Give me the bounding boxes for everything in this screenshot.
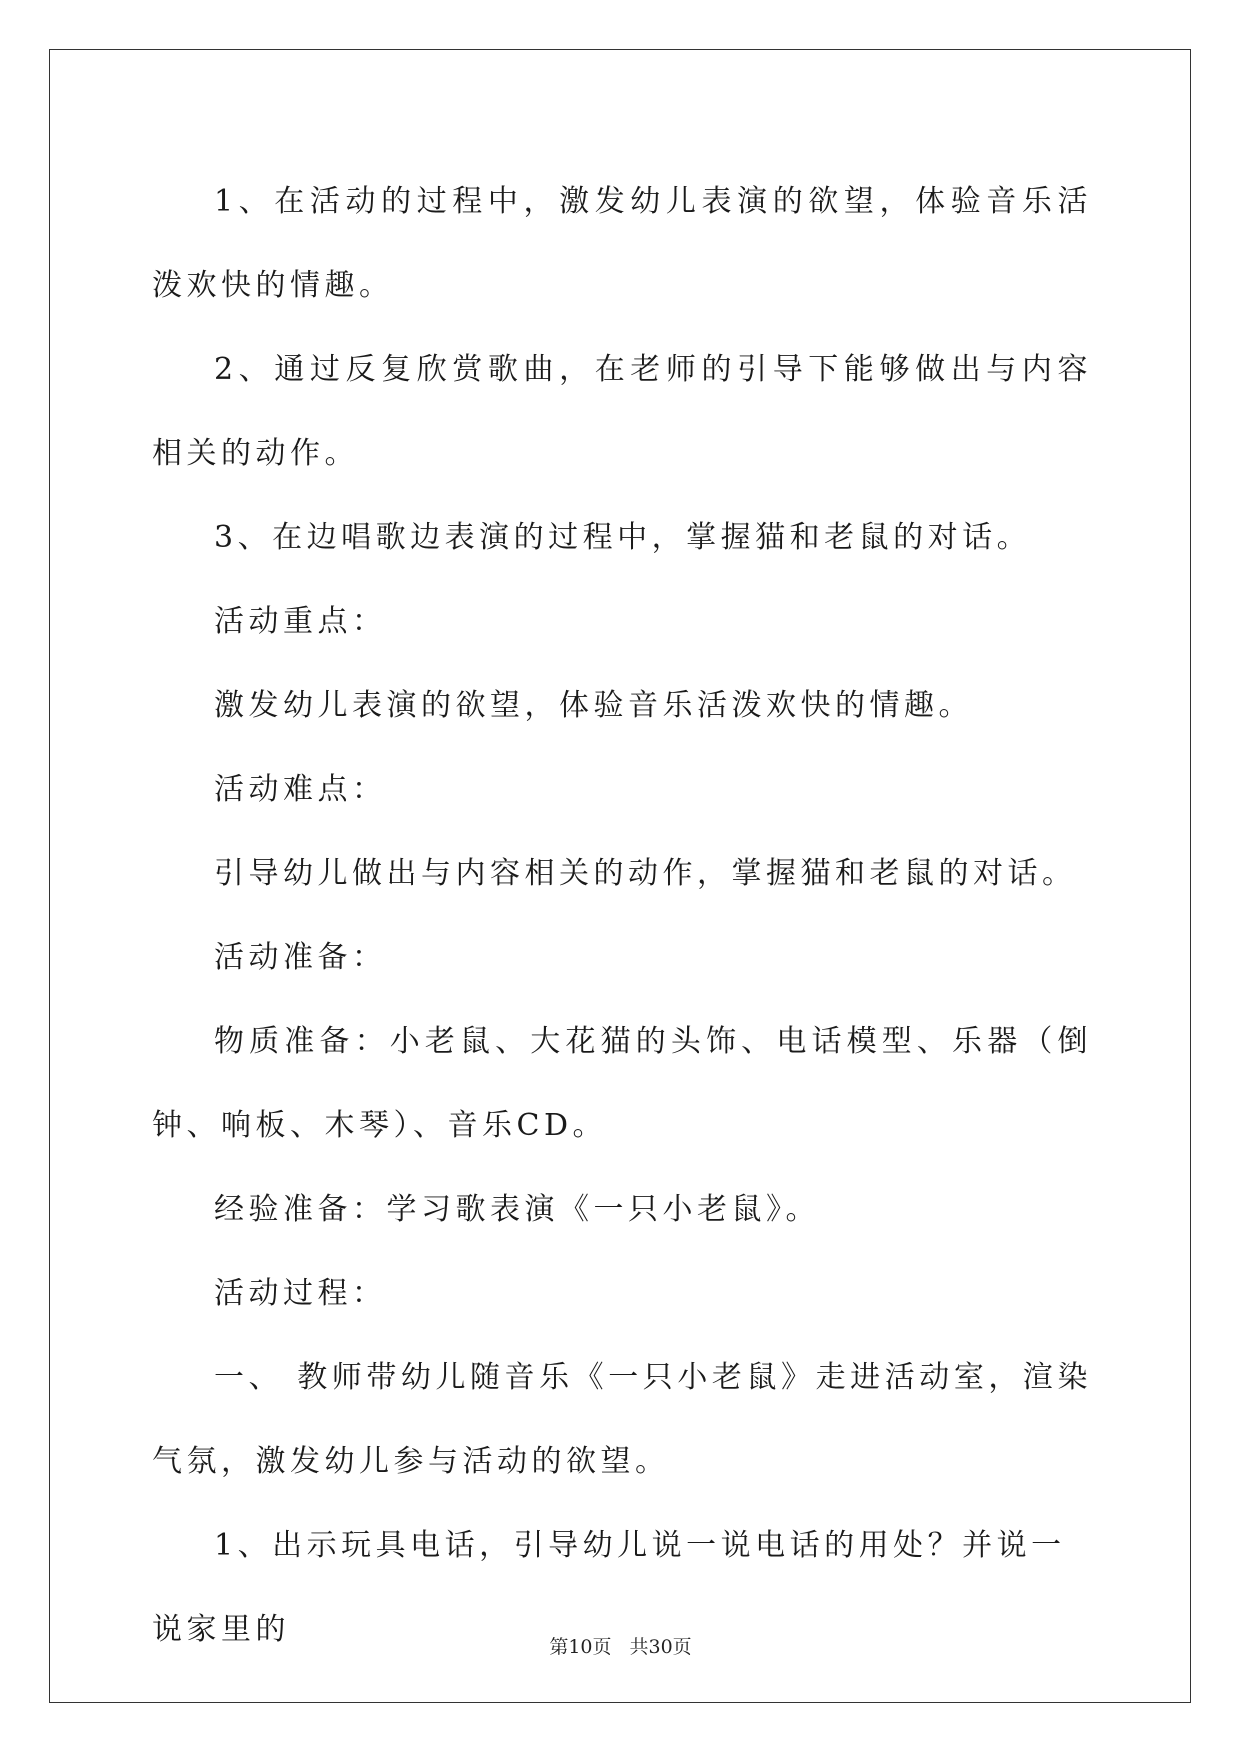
page-footer <box>0 1632 1241 1659</box>
total-page-count: 共30页 <box>629 1636 692 1658</box>
current-page-number: 第10页 <box>549 1636 612 1658</box>
heading-process: 活动过程： <box>214 1276 387 1311</box>
heading-difficulty: 活动难点： <box>214 772 387 807</box>
paragraph-goal-2: 2、通过反复欣赏歌曲，在老师的引导下能够做出与内容相关的动作。 <box>152 352 1092 471</box>
paragraph-material-prep: 物质准备：小老鼠、大花猫的头饰、电话模型、乐器（倒钟、响板、木琴）、音乐CD。 <box>152 1024 1092 1143</box>
paragraph-difficulty: 引导幼儿做出与内容相关的动作，掌握猫和老鼠的对话。 <box>214 856 1077 891</box>
heading-key-point: 活动重点： <box>214 604 387 639</box>
paragraph-goal-3: 3、在边唱歌边表演的过程中，掌握猫和老鼠的对话。 <box>214 520 1032 555</box>
paragraph-goal-1: 1、在活动的过程中，激发幼儿表演的欲望，体验音乐活泼欢快的情趣。 <box>152 184 1092 303</box>
paragraph-step-1: 一、 教师带幼儿随音乐《一只小老鼠》走进活动室，渲染气氛，激发幼儿参与活动的欲望。 <box>152 1360 1092 1479</box>
paragraph-experience-prep: 经验准备：学习歌表演《一只小老鼠》。 <box>214 1192 820 1227</box>
paragraph-step-1-1: 1、出示玩具电话，引导幼儿说一说电话的用处？并说一说家里的 <box>152 1528 1066 1647</box>
paragraph-key-point: 激发幼儿表演的欲望，体验音乐活泼欢快的情趣。 <box>214 688 973 723</box>
document-body <box>152 160 1092 1672</box>
heading-preparation: 活动准备： <box>214 940 387 975</box>
